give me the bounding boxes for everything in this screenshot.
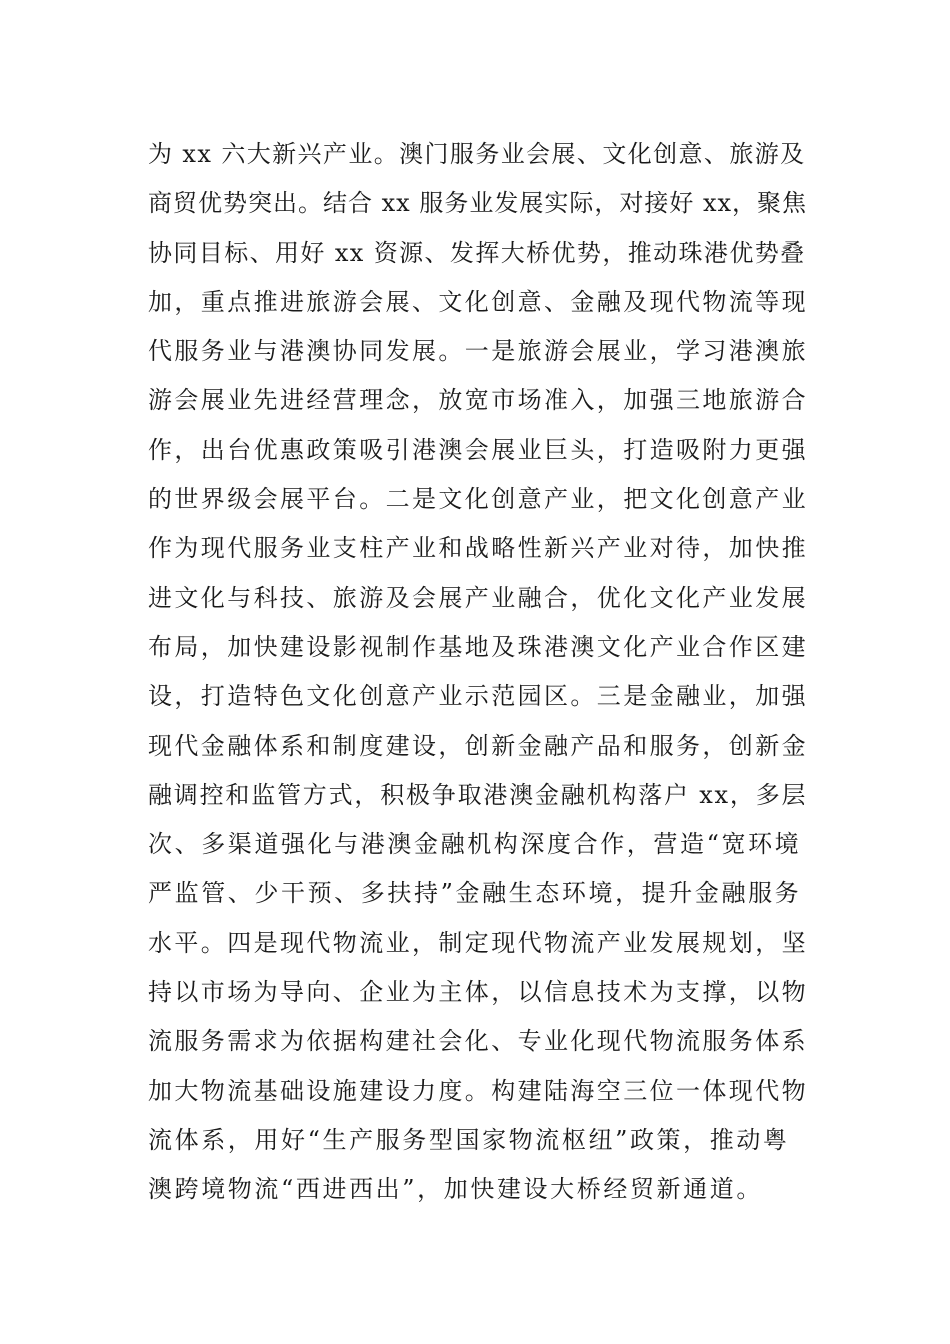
text-line: 澳跨境物流“西进西出”，加快建设大桥经贸新通道。 [148,1175,763,1204]
text-line: 水平。四是现代物流业，制定现代物流产业发展规划，坚 [148,928,808,957]
body-paragraph [148,130,808,1215]
text-line: 严监管、少干预、多扶持”金融生态环境，提升金融服务 [148,879,802,908]
text-line: 协同目标、用好 xx 资源、发挥大桥优势，推动珠港优势叠 [148,238,806,267]
text-line: 流体系，用好“生产服务型国家物流枢纽”政策，推动粤 [148,1125,790,1154]
text-line: 现代金融体系和制度建设，创新金融产品和服务，创新金 [148,731,808,760]
text-line: 次、多渠道强化与港澳金融机构深度合作，营造“宽环境 [148,830,802,859]
text-line: 加大物流基础设施建设力度。构建陆海空三位一体现代物 [148,1076,808,1105]
text-line: 设，打造特色文化创意产业示范园区。三是金融业，加强 [148,682,808,711]
text-line: 商贸优势突出。结合 xx 服务业发展实际，对接好 xx，聚焦 [148,189,808,218]
text-line: 作，出台优惠政策吸引港澳会展业巨头，打造吸附力更强 [148,435,808,464]
text-line: 持以市场为导向、企业为主体，以信息技术为支撑，以物 [148,978,808,1007]
text-line: 进文化与科技、旅游及会展产业融合，优化文化产业发展 [148,583,808,612]
text-line: 加，重点推进旅游会展、文化创意、金融及现代物流等现 [148,287,808,316]
text-line: 的世界级会展平台。二是文化创意产业，把文化创意产业 [148,485,808,514]
text-line: 融调控和监管方式，积极争取港澳金融机构落户 xx，多层 [148,780,808,809]
text-line: 作为现代服务业支柱产业和战略性新兴产业对待，加快推 [148,534,808,563]
text-line: 流服务需求为依据构建社会化、专业化现代物流服务体系 [148,1027,808,1056]
text-line: 游会展业先进经营理念，放宽市场准入，加强三地旅游合 [148,386,808,415]
text-line: 为 xx 六大新兴产业。澳门服务业会展、文化创意、旅游及 [148,140,806,168]
text-line: 代服务业与港澳协同发展。一是旅游会展业，学习港澳旅 [148,337,808,366]
text-line: 布局，加快建设影视制作基地及珠港澳文化产业合作区建 [148,632,808,661]
